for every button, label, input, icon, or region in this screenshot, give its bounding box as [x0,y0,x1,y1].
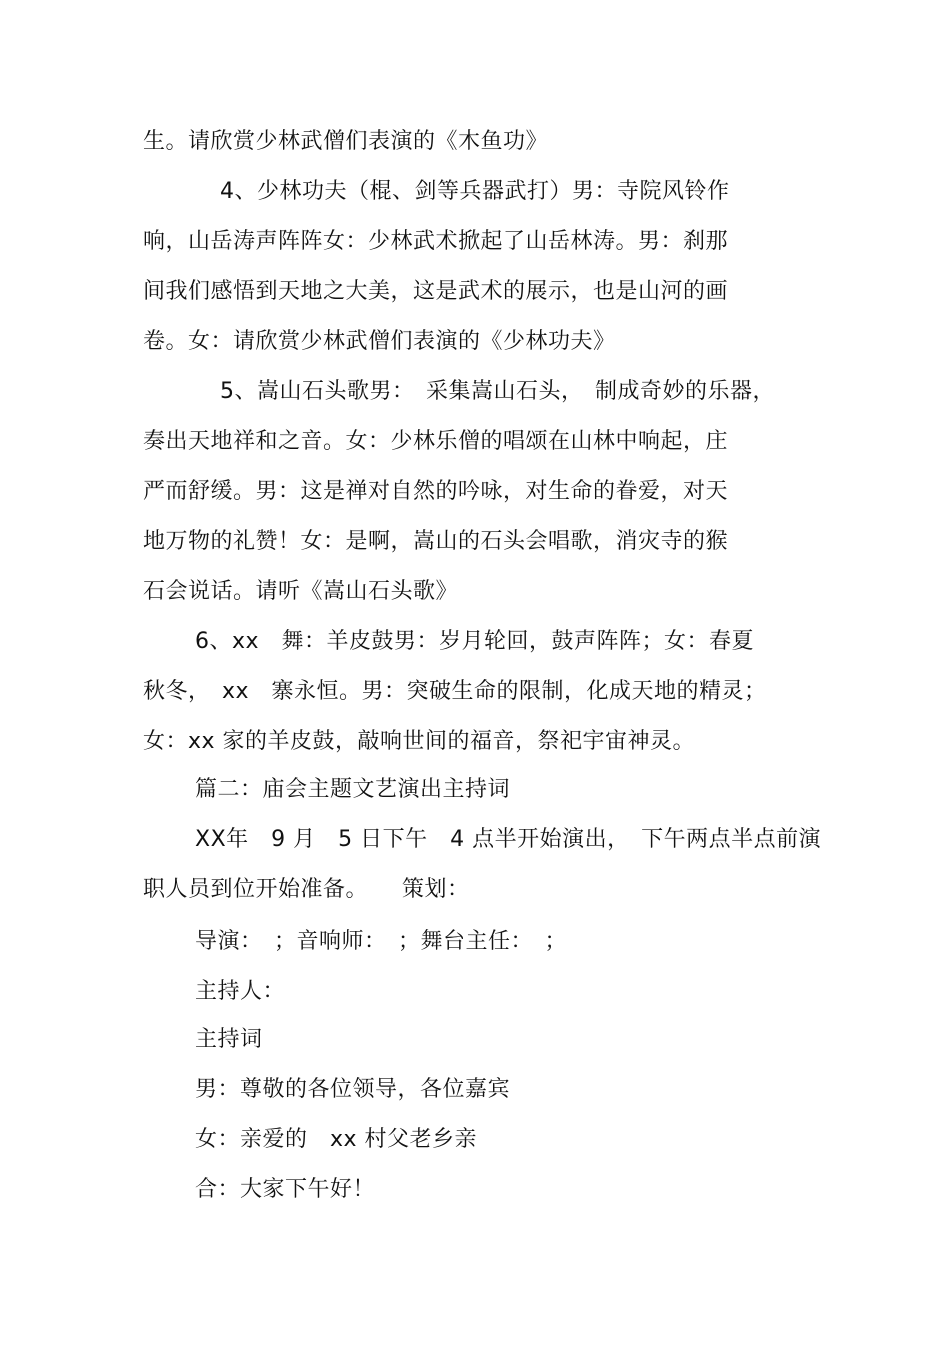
text-line: 导演： ；音响师： ；舞台主任： ； [195,929,568,954]
text-line: XX年 9 月 5 日下午 4 点半开始演出， 下午两点半点前演 [195,827,822,852]
text-line: 男：尊敬的各位领导，各位嘉宾 [195,1077,511,1102]
text-line: 5、嵩山石头歌男： 采集嵩山石头， 制成奇妙的乐器， [220,379,775,404]
text-line: 职人员到位开始准备。 策划： [143,877,470,902]
text-line: 间我们感悟到天地之大美，这是武术的展示，也是山河的画 [143,279,729,304]
text-line: 严而舒缓。男：这是禅对自然的吟咏，对生命的眷爱，对天 [143,479,729,504]
text-line: 奏出天地祥和之音。女：少林乐僧的唱颂在山林中响起，庄 [143,429,729,454]
text-line: 生。请欣赏少林武僧们表演的《木鱼功》 [143,129,549,154]
text-line: 主持人： [195,979,286,1004]
text-line: 合：大家下午好！ [195,1177,376,1202]
text-line: 4、少林功夫（棍、剑等兵器武打）男：寺院风铃作 [220,179,730,204]
text-line: 响，山岳涛声阵阵女：少林武术掀起了山岳林涛。男：刹那 [143,229,729,254]
text-line: 地万物的礼赞！女：是啊，嵩山的石头会唱歌，消灾寺的猴 [143,529,729,554]
text-line: 卷。女：请欣赏少林武僧们表演的《少林功夫》 [143,329,616,354]
text-line: 主持词 [195,1027,263,1052]
section-heading: 篇二：庙会主题文艺演出主持词 [195,777,511,802]
text-line: 石会说话。请听《嵩山石头歌》 [143,579,459,604]
text-line: 女：亲爱的 xx 村父老乡亲 [195,1127,478,1152]
text-line: 秋冬， xx 寨永恒。男：突破生命的限制，化成天地的精灵； [143,679,767,704]
text-line: 6、xx 舞：羊皮鼓男：岁月轮回，鼓声阵阵；女：春夏 [195,629,755,654]
text-line: 女：xx 家的羊皮鼓，敲响世间的福音，祭祀宇宙神灵。 [143,729,696,754]
